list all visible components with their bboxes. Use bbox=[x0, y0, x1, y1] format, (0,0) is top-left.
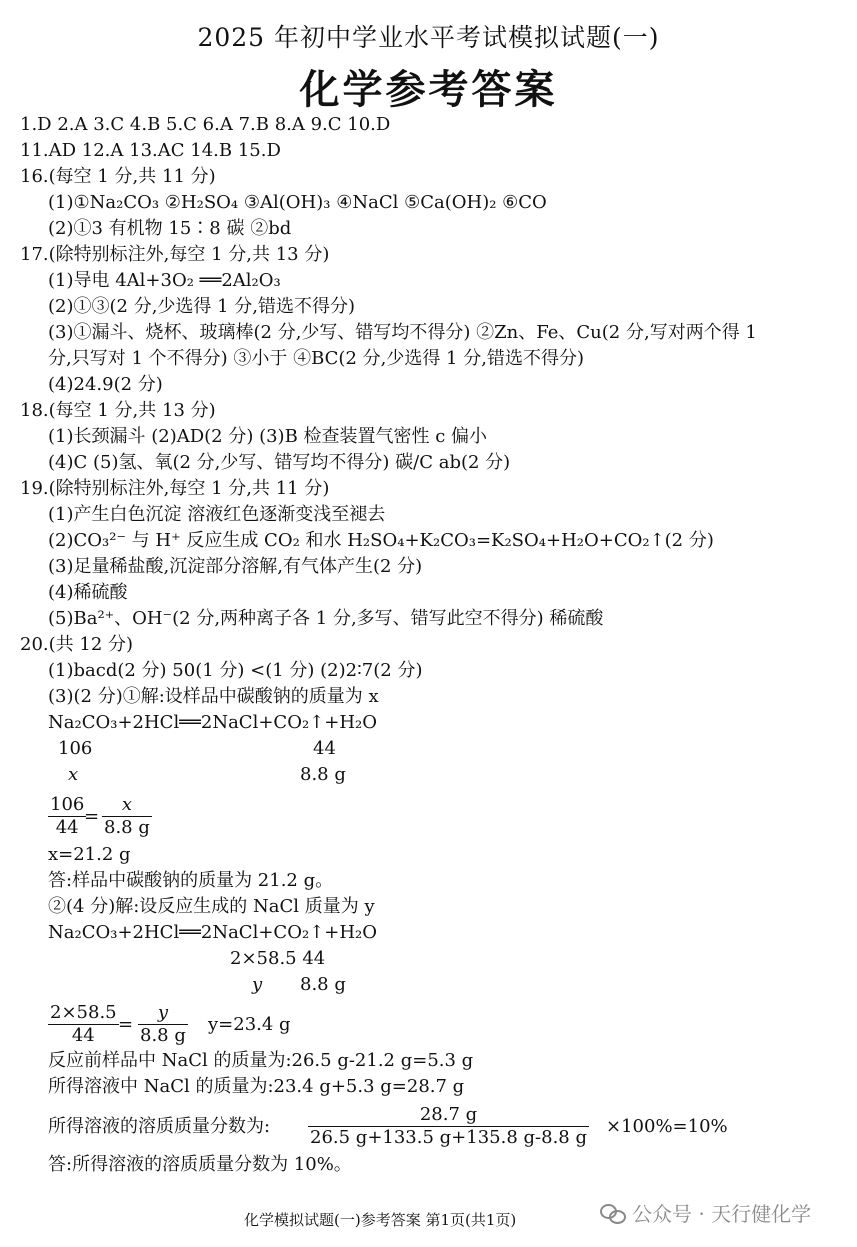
q18-line2: (4)C (5)氢、氧(2 分,少写、错写均不得分) 碳/C ab(2 分) bbox=[48, 452, 511, 473]
q17-part4: (4)24.9(2 分) bbox=[48, 374, 163, 395]
fraction-mass-fraction: 28.7 g 26.5 g+133.5 g+135.8 g-8.8 g bbox=[310, 1104, 587, 1148]
q16-part2: (2)①3 有机物 15∶8 碳 ②bd bbox=[48, 218, 292, 239]
unknown-x: x bbox=[68, 764, 79, 785]
question-19-header: 19.(除特别标注外,每空 1 分,共 11 分) bbox=[20, 478, 330, 499]
page-title: 化学参考答案 bbox=[299, 66, 558, 113]
q19-part1: (1)产生白色沉淀 溶液红色逐渐变浅至褪去 bbox=[48, 504, 386, 525]
q17-part2: (2)①③(2 分,少选得 1 分,错选不得分) bbox=[48, 296, 356, 317]
q17-part1: (1)导电 4Al+3O₂ ══2Al₂O₃ bbox=[48, 270, 281, 291]
question-16-header: 16.(每空 1 分,共 11 分) bbox=[20, 166, 216, 187]
q17-part3-b: 分,只写对 1 个不得分) ③小于 ④BC(2 分,少选得 1 分,错选不得分) bbox=[48, 348, 584, 369]
ratio-values-2: 2×58.5 44 bbox=[230, 948, 326, 969]
fraction-117-44: 2×58.5 44 bbox=[50, 1002, 117, 1046]
watermark bbox=[600, 1198, 811, 1227]
mass-co2-1: 8.8 g bbox=[300, 764, 346, 785]
fraction-106-44: 106 44 bbox=[50, 794, 85, 838]
q20-part3-b-intro: ②(4 分)解:设反应生成的 NaCl 质量为 y bbox=[48, 896, 375, 917]
ratio-value-106: 106 bbox=[58, 738, 93, 759]
q19-part4: (4)稀硫酸 bbox=[48, 582, 128, 603]
mass-fraction-label: 所得溶液的溶质质量分数为: bbox=[48, 1116, 271, 1137]
q18-line1: (1)长颈漏斗 (2)AD(2 分) (3)B 检查装置气密性 c 偏小 bbox=[48, 426, 488, 447]
q19-part3: (3)足量稀盐酸,沉淀部分溶解,有气体产生(2 分) bbox=[48, 556, 423, 577]
equation-2: Na₂CO₃+2HCl══2NaCl+CO₂↑+H₂O bbox=[48, 922, 378, 943]
total-nacl-mass: 所得溶液中 NaCl 的质量为:23.4 g+5.3 g=28.7 g bbox=[48, 1076, 465, 1097]
ratio-value-44: 44 bbox=[313, 738, 336, 759]
final-answer: 答:所得溶液的溶质质量分数为 10%。 bbox=[48, 1154, 352, 1175]
answer-line-mc-2: 11.AD 12.A 13.AC 14.B 15.D bbox=[20, 140, 281, 161]
equals-sign-1: = bbox=[84, 806, 100, 827]
unknown-y: y bbox=[252, 974, 263, 995]
result-x: x=21.2 g bbox=[48, 844, 131, 865]
q19-part5: (5)Ba²⁺、OH⁻(2 分,两种离子各 1 分,多写、错写此空不得分) 稀硫酸 bbox=[48, 608, 604, 629]
fraction-y-8-8: y 8.8 g bbox=[140, 1002, 186, 1046]
equals-sign-2: = bbox=[118, 1014, 134, 1035]
q20-part1-2: (1)bacd(2 分) 50(1 分) <(1 分) (2)2∶7(2 分) bbox=[48, 660, 423, 681]
mass-co2-2: 8.8 g bbox=[300, 974, 346, 995]
equation-1: Na₂CO₃+2HCl══2NaCl+CO₂↑+H₂O bbox=[48, 712, 378, 733]
q16-part1: (1)①Na₂CO₃ ②H₂SO₄ ③Al(OH)₃ ④NaCl ⑤Ca(OH)₂ ⑥CO bbox=[48, 192, 547, 213]
wechat-icon bbox=[600, 1203, 626, 1223]
q20-part3-intro: (3)(2 分)①解:设样品中碳酸钠的质量为 x bbox=[48, 686, 379, 707]
page-footer: 化学模拟试题(一)参考答案 第1页(共1页) bbox=[244, 1211, 517, 1229]
question-20-header: 20.(共 12 分) bbox=[20, 634, 134, 655]
q17-part3-a: (3)①漏斗、烧杯、玻璃棒(2 分,少写、错写均不得分) ②Zn、Fe、Cu(2 分,写对两个得 1 bbox=[48, 322, 757, 343]
watermark-text: 公众号 · 天行健化学 bbox=[632, 1202, 812, 1226]
question-17-header: 17.(除特别标注外,每空 1 分,共 13 分) bbox=[20, 244, 330, 265]
initial-nacl-mass: 反应前样品中 NaCl 的质量为:26.5 g-21.2 g=5.3 g bbox=[48, 1050, 474, 1071]
exam-title: 2025 年初中学业水平考试模拟试题(一) bbox=[197, 23, 660, 52]
fraction-x-8-8: x 8.8 g bbox=[104, 794, 150, 838]
answer-1: 答:样品中碳酸钠的质量为 21.2 g。 bbox=[48, 870, 334, 891]
answer-line-mc-1: 1.D 2.A 3.C 4.B 5.C 6.A 7.B 8.A 9.C 10.D bbox=[20, 114, 391, 135]
q19-part2: (2)CO₃²⁻ 与 H⁺ 反应生成 CO₂ 和水 H₂SO₄+K₂CO₃=K₂SO₄+H₂O+CO₂↑(2 分) bbox=[48, 530, 714, 551]
result-y: y=23.4 g bbox=[208, 1014, 291, 1035]
mass-fraction-result: ×100%=10% bbox=[606, 1116, 728, 1137]
question-18-header: 18.(每空 1 分,共 13 分) bbox=[20, 400, 216, 421]
